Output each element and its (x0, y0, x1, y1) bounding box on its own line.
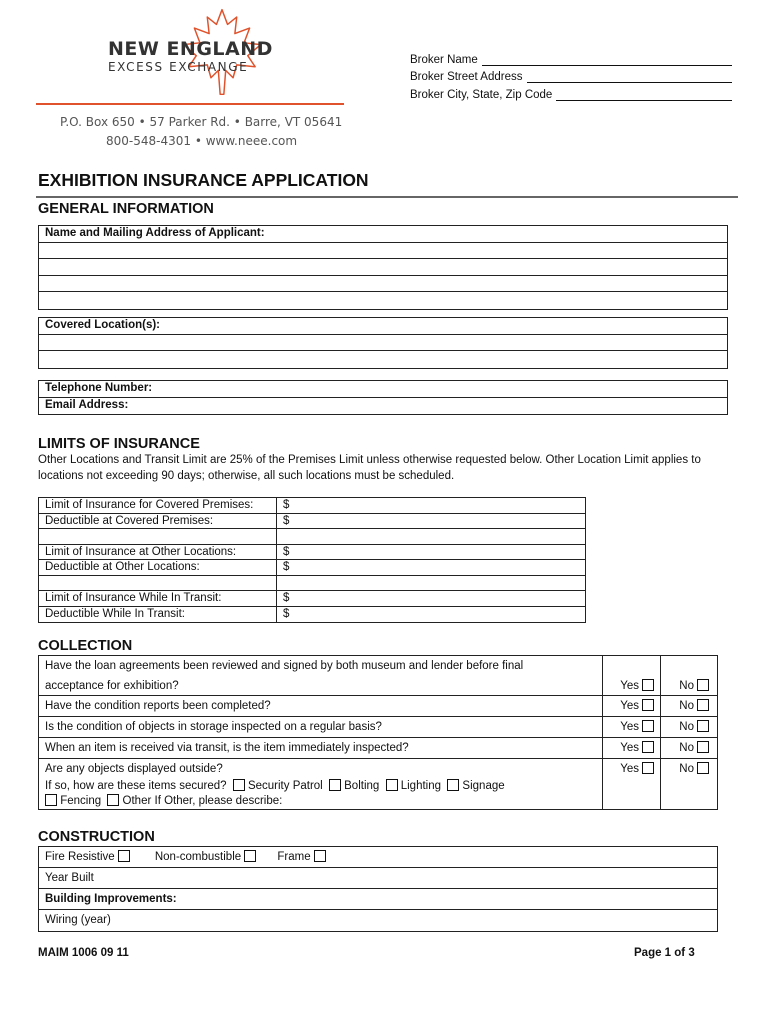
title-divider (36, 196, 738, 198)
broker-name-field[interactable] (410, 54, 732, 66)
fire-resistive-checkbox[interactable] (118, 850, 130, 862)
limits-row[interactable] (39, 498, 585, 514)
telephone-field[interactable]: Telephone Number: (39, 381, 727, 398)
limits-row-value: $ (283, 514, 290, 527)
no-label: No (679, 742, 694, 754)
year-built-field[interactable]: Year Built (39, 868, 717, 889)
construction-table (38, 846, 718, 932)
limits-row[interactable] (39, 545, 585, 561)
no-checkbox[interactable] (697, 679, 709, 691)
yes-checkbox[interactable] (642, 762, 654, 774)
yes-option[interactable] (603, 738, 661, 758)
no-label: No (679, 763, 694, 775)
limits-row[interactable] (39, 514, 585, 530)
limits-row-label: Deductible at Other Locations: (39, 560, 277, 575)
page-number: Page 1 of 3 (634, 947, 695, 959)
yes-label: Yes (620, 742, 639, 754)
form-code: MAIM 1006 09 11 (38, 947, 129, 959)
fencing-label: Fencing (60, 795, 102, 807)
limits-row[interactable] (39, 591, 585, 607)
limits-row-value (277, 576, 585, 591)
yes-checkbox[interactable] (642, 699, 654, 711)
limits-row-value: $ (283, 607, 290, 620)
collection-row (39, 696, 717, 717)
no-option[interactable] (661, 656, 717, 695)
collection-row (39, 738, 717, 759)
question-text: Are any objects displayed outside? (45, 763, 223, 775)
yes-option[interactable] (603, 759, 661, 809)
broker-street-label: Broker Street Address (410, 71, 523, 83)
other-describe-label: If Other, please describe: (154, 795, 283, 807)
yes-checkbox[interactable] (642, 679, 654, 691)
construction-heading: CONSTRUCTION (38, 829, 155, 845)
company-contact: 800-548-4301 • www.neee.com (106, 134, 298, 148)
no-checkbox[interactable] (697, 741, 709, 753)
question-text: Have the loan agreements been reviewed and signed by both museum and lender before final (45, 660, 524, 672)
yes-label: Yes (620, 700, 639, 712)
frame-checkbox[interactable] (314, 850, 326, 862)
no-option[interactable] (661, 717, 717, 737)
yes-option[interactable] (603, 656, 661, 695)
limits-row-label (39, 576, 277, 591)
non-combustible-checkbox[interactable] (244, 850, 256, 862)
covered-location-box (38, 317, 728, 369)
limits-row-value: $ (283, 545, 290, 558)
yes-label: Yes (620, 680, 639, 692)
page-title: EXHIBITION INSURANCE APPLICATION (38, 170, 369, 190)
question-text: acceptance for exhibition? (45, 680, 179, 692)
question-text: When an item is received via transit, is the item immediately inspected? (39, 738, 603, 758)
limits-row-value: $ (283, 499, 290, 511)
no-option[interactable] (661, 759, 717, 809)
applicant-box (38, 225, 728, 310)
limits-row[interactable] (39, 607, 585, 623)
yes-checkbox[interactable] (642, 720, 654, 732)
bolting-checkbox[interactable] (329, 779, 341, 791)
yes-label: Yes (620, 721, 639, 733)
yes-checkbox[interactable] (642, 741, 654, 753)
wiring-year-field[interactable]: Wiring (year) (45, 914, 111, 926)
limits-row-value (277, 529, 585, 544)
signage-checkbox[interactable] (447, 779, 459, 791)
broker-city-label: Broker City, State, Zip Code (410, 89, 553, 101)
question-text: Have the condition reports been completed? (39, 696, 603, 716)
limits-row-label: Deductible at Covered Premises: (39, 514, 277, 529)
limits-row-label: Limit of Insurance While In Transit: (39, 591, 277, 606)
limits-row-label (39, 529, 277, 544)
limits-row-value: $ (283, 561, 290, 573)
broker-street-field[interactable] (410, 71, 732, 83)
non-combustible-label: Non-combustible (154, 851, 242, 863)
applicant-label: Name and Mailing Address of Applicant: (39, 226, 727, 243)
logo-divider (36, 103, 344, 105)
limits-table (38, 497, 586, 623)
limits-heading: LIMITS OF INSURANCE (38, 436, 200, 452)
no-checkbox[interactable] (697, 699, 709, 711)
security-options-line2 (45, 794, 602, 809)
no-option[interactable] (661, 696, 717, 716)
company-name: NEW ENGLAND (108, 38, 273, 60)
broker-city-field[interactable] (410, 89, 732, 101)
collection-table (38, 655, 718, 810)
company-address: P.O. Box 650 • 57 Parker Rd. • Barre, VT 05641 (60, 115, 343, 129)
limits-row-label: Deductible While In Transit: (39, 607, 277, 623)
limits-row-label: Limit of Insurance for Covered Premises: (39, 498, 277, 513)
question-text: Is the condition of objects in storage inspected on a regular basis? (39, 717, 603, 737)
no-label: No (679, 721, 694, 733)
limits-row (39, 529, 585, 545)
security-patrol-checkbox[interactable] (233, 779, 245, 791)
collection-row (39, 656, 717, 696)
applicant-line-3[interactable] (39, 276, 727, 293)
fencing-checkbox[interactable] (45, 794, 57, 806)
bolting-label: Bolting (344, 780, 380, 792)
no-label: No (679, 680, 694, 692)
collection-question (39, 656, 603, 695)
general-info-heading: GENERAL INFORMATION (38, 201, 214, 217)
covered-location-label: Covered Location(s): (39, 318, 727, 335)
applicant-line-4[interactable] (39, 292, 727, 309)
applicant-line-2[interactable] (39, 259, 727, 276)
no-checkbox[interactable] (697, 720, 709, 732)
broker-name-label: Broker Name (410, 54, 478, 66)
collection-row (39, 759, 717, 809)
covered-location-line-1[interactable] (39, 335, 727, 352)
no-checkbox[interactable] (697, 762, 709, 774)
limits-row[interactable] (39, 560, 585, 576)
limits-row-label: Limit of Insurance at Other Locations: (39, 545, 277, 560)
yes-option[interactable] (603, 717, 661, 737)
construction-type-row (39, 847, 717, 868)
no-option[interactable] (661, 738, 717, 758)
other-label: Other (122, 795, 152, 807)
yes-label: Yes (620, 763, 639, 775)
collection-heading: COLLECTION (38, 638, 133, 654)
company-subname: EXCESS EXCHANGE (108, 60, 249, 74)
yes-option[interactable] (603, 696, 661, 716)
collection-row (39, 717, 717, 738)
security-patrol-label: Security Patrol (247, 780, 323, 792)
lighting-checkbox[interactable] (386, 779, 398, 791)
covered-location-line-2[interactable] (39, 351, 727, 368)
no-label: No (679, 700, 694, 712)
security-options (45, 779, 602, 794)
applicant-line-1[interactable] (39, 243, 727, 260)
secured-prefix: If so, how are these items secured? (45, 780, 227, 792)
fire-resistive-label: Fire Resistive (45, 851, 115, 863)
frame-label: Frame (277, 851, 311, 863)
limits-row-value: $ (283, 592, 290, 604)
other-checkbox[interactable] (107, 794, 119, 806)
collection-question (39, 759, 603, 809)
email-field[interactable]: Email Address: (45, 398, 129, 411)
limits-description: Other Locations and Transit Limit are 25% of the Premises Limit unless otherwise requested below. Other Location Limit applies to locations not exceeding 90 days; otherwise, all such locations must be scheduled. (38, 454, 701, 482)
signage-label: Signage (462, 780, 505, 792)
lighting-label: Lighting (400, 780, 442, 792)
building-improvements-label: Building Improvements: (39, 889, 717, 910)
limits-row (39, 576, 585, 592)
contact-box (38, 380, 728, 415)
